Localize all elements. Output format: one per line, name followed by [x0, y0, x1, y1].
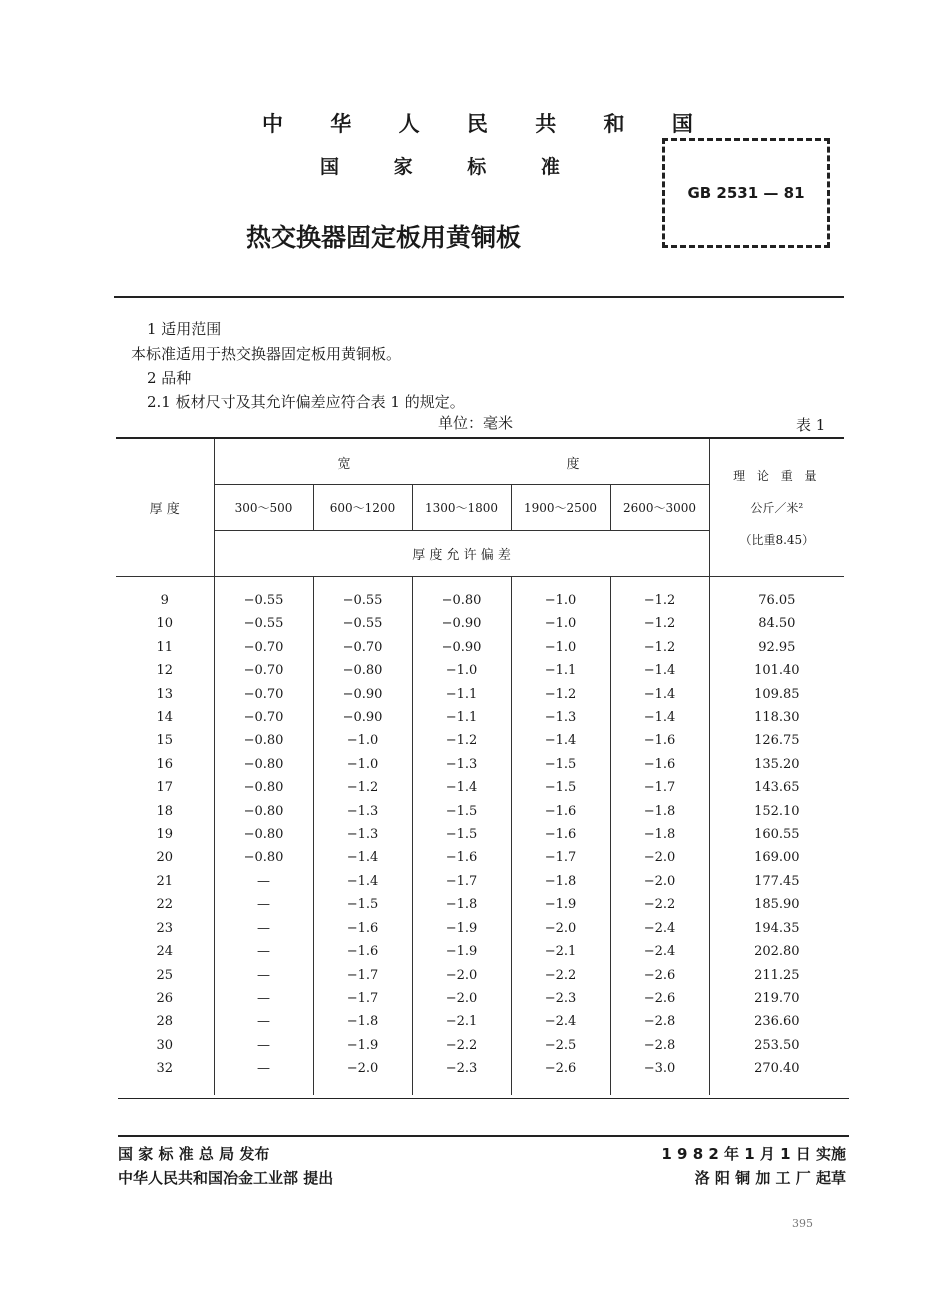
tolerance-cell: −1.6 — [610, 729, 709, 752]
tolerance-cell: −1.7 — [511, 846, 610, 869]
tolerance-cell: −1.4 — [412, 776, 511, 799]
tolerance-cell: −0.90 — [313, 706, 412, 729]
width-range-header: 300～500 — [214, 485, 313, 531]
tolerance-cell: −0.70 — [214, 683, 313, 706]
tolerance-cell: −1.6 — [313, 917, 412, 940]
tolerance-cell: −0.90 — [412, 612, 511, 635]
table-row — [116, 940, 844, 963]
tolerance-cell: −1.1 — [412, 683, 511, 706]
tolerance-header: 厚 度 允 许 偏 差 — [214, 531, 709, 577]
tolerance-table — [116, 437, 844, 1095]
width-header-part1: 宽 — [337, 457, 351, 472]
weight-cell: 109.85 — [709, 683, 844, 706]
table-row — [116, 659, 844, 682]
tolerance-cell: −2.4 — [511, 1010, 610, 1033]
weight-cell: 253.50 — [709, 1034, 844, 1057]
tolerance-cell: — — [214, 1057, 313, 1094]
standard-code-box — [662, 138, 830, 248]
top-divider — [114, 296, 844, 298]
tolerance-cell: −1.5 — [412, 800, 511, 823]
tolerance-cell: −1.5 — [412, 823, 511, 846]
tolerance-cell: −2.0 — [412, 964, 511, 987]
table-row — [116, 964, 844, 987]
tolerance-cell: −2.2 — [511, 964, 610, 987]
tolerance-cell: −2.0 — [412, 987, 511, 1010]
tolerance-cell: −3.0 — [610, 1057, 709, 1094]
tolerance-cell: −2.6 — [610, 964, 709, 987]
country-heading: 中 华 人 民 共 和 国 — [262, 112, 713, 136]
tolerance-cell: −2.5 — [511, 1034, 610, 1057]
thickness-cell: 10 — [156, 616, 174, 632]
weight-cell: 270.40 — [709, 1057, 844, 1094]
proposer-line: 中华人民共和国冶金工业部 提出 — [118, 1169, 334, 1187]
tolerance-cell: −0.80 — [412, 577, 511, 613]
tolerance-cell: −2.2 — [610, 893, 709, 916]
width-range-header: 1900～2500 — [511, 485, 610, 531]
section2-1-text: 2.1 板材尺寸及其允许偏差应符合表 1 的规定。 — [147, 393, 465, 411]
section1-heading: 1 适用范围 — [147, 320, 222, 338]
tolerance-cell: −1.2 — [610, 577, 709, 613]
tolerance-cell: −2.1 — [412, 1010, 511, 1033]
drafter-line: 洛 阳 铜 加 工 厂 起草 — [694, 1169, 846, 1187]
table-row — [116, 776, 844, 799]
thickness-cell: 14 — [156, 710, 174, 726]
tolerance-cell: −2.2 — [412, 1034, 511, 1057]
tolerance-cell: — — [214, 893, 313, 916]
tolerance-cell: −2.0 — [610, 870, 709, 893]
tolerance-cell: −1.2 — [610, 636, 709, 659]
thickness-cell: 24 — [156, 944, 174, 960]
standard-type-heading: 国 家 标 准 — [320, 156, 584, 178]
thickness-cell: 22 — [156, 897, 174, 913]
tolerance-cell: −0.70 — [214, 636, 313, 659]
tolerance-cell: −1.9 — [412, 940, 511, 963]
document-title: 热交换器固定板用黄铜板 — [246, 223, 522, 252]
tolerance-cell: −1.7 — [610, 776, 709, 799]
tolerance-cell: −2.6 — [610, 987, 709, 1010]
thickness-cell: 30 — [156, 1037, 174, 1053]
weight-cell: 219.70 — [709, 987, 844, 1010]
tolerance-cell: −1.2 — [313, 776, 412, 799]
table-row — [116, 846, 844, 869]
thickness-cell: 18 — [156, 803, 174, 819]
tolerance-cell: −0.90 — [412, 636, 511, 659]
tolerance-cell: −1.4 — [610, 659, 709, 682]
tolerance-cell: −2.1 — [511, 940, 610, 963]
table-row — [116, 917, 844, 940]
tolerance-cell: — — [214, 940, 313, 963]
table-row — [116, 987, 844, 1010]
width-range-header: 2600～3000 — [610, 485, 709, 531]
tolerance-cell: −1.4 — [610, 683, 709, 706]
tolerance-cell: −1.2 — [610, 612, 709, 635]
tolerance-cell: −1.2 — [412, 729, 511, 752]
tolerance-cell: −1.1 — [511, 659, 610, 682]
tolerance-cell: −0.80 — [214, 776, 313, 799]
tolerance-cell: −2.8 — [610, 1010, 709, 1033]
tolerance-cell: −1.7 — [313, 964, 412, 987]
table-row — [116, 823, 844, 846]
thickness-cell: 26 — [156, 990, 174, 1006]
tolerance-cell: −0.55 — [313, 612, 412, 635]
weight-cell: 152.10 — [709, 800, 844, 823]
table-row — [116, 577, 844, 613]
tolerance-cell: −1.0 — [511, 612, 610, 635]
thickness-cell: 19 — [156, 827, 174, 843]
tolerance-cell: −2.0 — [313, 1057, 412, 1094]
tolerance-cell: −1.7 — [412, 870, 511, 893]
weight-cell: 135.20 — [709, 753, 844, 776]
tolerance-cell: −1.6 — [412, 846, 511, 869]
tolerance-cell: −1.3 — [313, 823, 412, 846]
width-range-header: 1300～1800 — [412, 485, 511, 531]
tolerance-cell: −1.4 — [511, 729, 610, 752]
thickness-cell: 12 — [156, 663, 174, 679]
thickness-cell: 13 — [156, 686, 174, 702]
table-label: 表 1 — [796, 416, 826, 434]
width-header — [214, 438, 709, 485]
weight-cell: 202.80 — [709, 940, 844, 963]
weight-header-line1: 理 论 重 量 — [733, 468, 821, 483]
tolerance-cell: −0.70 — [214, 659, 313, 682]
tolerance-cell: −2.0 — [610, 846, 709, 869]
tolerance-cell: −0.80 — [214, 823, 313, 846]
table-row — [116, 1010, 844, 1033]
tolerance-cell: −1.8 — [610, 823, 709, 846]
tolerance-cell: −1.0 — [412, 659, 511, 682]
tolerance-cell: — — [214, 1010, 313, 1033]
weight-cell: 211.25 — [709, 964, 844, 987]
unit-label: 单位：毫米 — [438, 414, 514, 432]
tolerance-cell: −1.8 — [412, 893, 511, 916]
tolerance-cell: −1.2 — [511, 683, 610, 706]
tolerance-cell: −2.6 — [511, 1057, 610, 1094]
section2-heading: 2 品种 — [147, 369, 192, 387]
table-row — [116, 1057, 844, 1094]
issuer-line: 国 家 标 准 总 局 发布 — [118, 1145, 270, 1163]
tolerance-cell: −1.8 — [313, 1010, 412, 1033]
tolerance-cell: −0.70 — [214, 706, 313, 729]
thickness-cell: 16 — [156, 756, 174, 772]
width-header-part2: 度 — [566, 457, 580, 472]
table-row — [116, 893, 844, 916]
weight-cell: 160.55 — [709, 823, 844, 846]
tolerance-cell: −1.9 — [511, 893, 610, 916]
tolerance-cell: −1.4 — [313, 846, 412, 869]
thickness-cell: 21 — [156, 873, 174, 889]
tolerance-cell: −0.70 — [313, 636, 412, 659]
weight-cell: 185.90 — [709, 893, 844, 916]
tolerance-cell: — — [214, 964, 313, 987]
tolerance-cell: −0.90 — [313, 683, 412, 706]
effective-date-line: 1 9 8 2 年 1 月 1 日 实施 — [661, 1145, 846, 1163]
tolerance-cell: −2.4 — [610, 940, 709, 963]
table-row — [116, 612, 844, 635]
thickness-cell: 32 — [156, 1061, 174, 1077]
tolerance-cell: −1.5 — [313, 893, 412, 916]
tolerance-cell: — — [214, 917, 313, 940]
table-row — [116, 1034, 844, 1057]
tolerance-cell: −0.80 — [214, 729, 313, 752]
weight-cell: 143.65 — [709, 776, 844, 799]
weight-header — [709, 438, 844, 577]
tolerance-cell: −1.6 — [313, 940, 412, 963]
tolerance-cell: −1.8 — [610, 800, 709, 823]
weight-cell: 92.95 — [709, 636, 844, 659]
tolerance-cell: −2.4 — [610, 917, 709, 940]
tolerance-cell: −1.6 — [610, 753, 709, 776]
table-row — [116, 729, 844, 752]
table-row — [116, 636, 844, 659]
tolerance-cell: −0.80 — [214, 753, 313, 776]
thickness-cell: 23 — [156, 920, 174, 936]
thickness-cell: 15 — [156, 733, 174, 749]
tolerance-cell: −2.3 — [511, 987, 610, 1010]
table-bottom-divider — [118, 1098, 849, 1099]
tolerance-cell: −2.0 — [511, 917, 610, 940]
tolerance-cell: — — [214, 870, 313, 893]
table-row — [116, 800, 844, 823]
tolerance-cell: −1.4 — [610, 706, 709, 729]
tolerance-cell: −1.5 — [511, 753, 610, 776]
tolerance-cell: −1.3 — [412, 753, 511, 776]
standard-code: GB 2531 — 81 — [687, 184, 805, 202]
tolerance-cell: — — [214, 1034, 313, 1057]
tolerance-cell: −1.1 — [412, 706, 511, 729]
tolerance-cell: −0.55 — [313, 577, 412, 613]
weight-cell: 126.75 — [709, 729, 844, 752]
table-row — [116, 870, 844, 893]
thickness-cell: 9 — [160, 593, 169, 608]
tolerance-cell: −2.3 — [412, 1057, 511, 1094]
tolerance-cell: −1.0 — [511, 577, 610, 613]
tolerance-cell: −1.9 — [313, 1034, 412, 1057]
weight-cell: 177.45 — [709, 870, 844, 893]
tolerance-cell: −0.55 — [214, 577, 313, 613]
tolerance-cell: −1.0 — [313, 729, 412, 752]
table-row — [116, 683, 844, 706]
table-row — [116, 706, 844, 729]
tolerance-cell: −0.80 — [313, 659, 412, 682]
thickness-cell: 17 — [156, 780, 174, 796]
tolerance-cell: −1.7 — [313, 987, 412, 1010]
tolerance-cell: −1.9 — [412, 917, 511, 940]
thickness-cell: 28 — [156, 1014, 174, 1030]
footer-divider — [118, 1135, 849, 1137]
weight-cell: 194.35 — [709, 917, 844, 940]
table-row — [116, 753, 844, 776]
thickness-cell: 25 — [156, 967, 174, 983]
tolerance-cell: −1.4 — [313, 870, 412, 893]
weight-cell: 84.50 — [709, 612, 844, 635]
tolerance-cell: −1.8 — [511, 870, 610, 893]
weight-header-line3: （比重8.45） — [739, 532, 815, 547]
weight-cell: 118.30 — [709, 706, 844, 729]
tolerance-cell: −2.8 — [610, 1034, 709, 1057]
page-number: 395 — [792, 1217, 813, 1230]
tolerance-cell: −1.0 — [313, 753, 412, 776]
thickness-cell: 20 — [156, 850, 174, 866]
weight-cell: 101.40 — [709, 659, 844, 682]
tolerance-cell: −1.6 — [511, 823, 610, 846]
weight-cell: 76.05 — [709, 577, 844, 613]
weight-cell: 169.00 — [709, 846, 844, 869]
thickness-header: 厚 度 — [116, 438, 214, 577]
tolerance-cell: −0.80 — [214, 800, 313, 823]
thickness-cell: 11 — [156, 639, 174, 655]
tolerance-cell: −1.3 — [511, 706, 610, 729]
tolerance-cell: −1.5 — [511, 776, 610, 799]
tolerance-cell: −1.0 — [511, 636, 610, 659]
tolerance-cell: −1.6 — [511, 800, 610, 823]
tolerance-cell: −0.80 — [214, 846, 313, 869]
width-range-header: 600～1200 — [313, 485, 412, 531]
tolerance-cell: −1.3 — [313, 800, 412, 823]
weight-cell: 236.60 — [709, 1010, 844, 1033]
weight-header-line2: 公斤／米² — [750, 500, 804, 515]
tolerance-cell: — — [214, 987, 313, 1010]
tolerance-cell: −0.55 — [214, 612, 313, 635]
section1-text: 本标准适用于热交换器固定板用黄铜板。 — [131, 345, 402, 363]
